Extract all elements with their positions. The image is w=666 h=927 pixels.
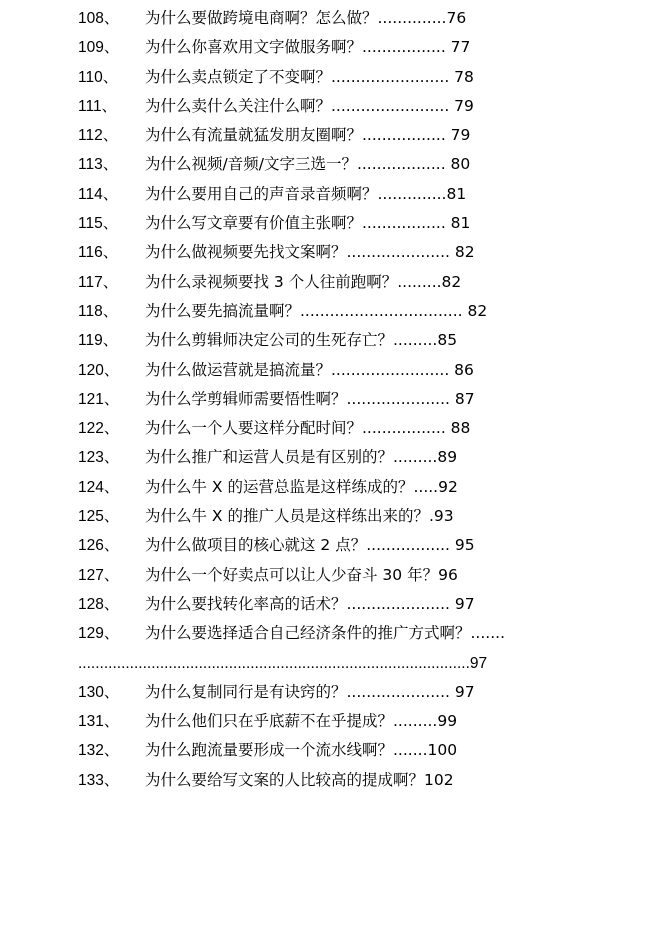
toc-entry-number: 116、: [78, 244, 119, 262]
toc-entry-title: 为什么剪辑师决定公司的生死存亡？.........85: [145, 331, 458, 350]
toc-entry-title: 为什么跑流量要形成一个流水线啊？.......100: [145, 741, 458, 760]
toc-entry-number: 112、: [78, 127, 119, 145]
toc-entry-title: 为什么牛 X 的推广人员是这样练出来的？.93: [145, 507, 454, 526]
toc-entry-title: 为什么你喜欢用文字做服务啊？................. 77: [145, 38, 471, 57]
toc-entry-title: 为什么推广和运营人员是有区别的？.........89: [145, 448, 458, 467]
toc-entry-continuation: ...........................................................................................97: [78, 654, 488, 672]
toc-entry-title: 为什么写文章要有价值主张啊？................. 81: [145, 214, 471, 233]
toc-entry[interactable]: [0, 561, 666, 590]
toc-entry-number: 126、: [78, 537, 120, 555]
toc-entry-number: 110、: [78, 68, 119, 86]
toc-entry-title: 为什么做视频要先找文案啊？..................... 82: [145, 243, 475, 262]
toc-entry-title: 为什么牛 X 的运营总监是这样练成的？.....92: [145, 477, 458, 496]
toc-entry-title: 为什么要选择适合自己经济条件的推广方式啊？.......: [145, 624, 505, 643]
toc-entry[interactable]: [0, 531, 666, 560]
toc-entry-title: 为什么卖什么关注什么啊？........................ 79: [145, 96, 474, 115]
toc-entry-title: 为什么要先搞流量啊？................................. 82: [145, 301, 488, 320]
toc-entry-number: 127、: [78, 566, 120, 584]
toc-entry-number: 120、: [78, 361, 120, 379]
toc-entry[interactable]: [0, 4, 666, 33]
toc-entry-title: 为什么一个人要这样分配时间？................. 88: [145, 419, 471, 438]
toc-entry[interactable]: [0, 443, 666, 472]
toc-entry-number: 111、: [78, 97, 118, 115]
toc-entry-title: 为什么一个好卖点可以让人少奋斗 30 年？96: [145, 565, 458, 584]
toc-entry-number: 133、: [78, 771, 120, 789]
toc-entry-title: 为什么视频/音频/文字三选一？.................. 80: [145, 155, 471, 174]
toc-entry-title: 为什么要找转化率高的话术？..................... 97: [145, 594, 475, 613]
toc-entry-number: 117、: [78, 273, 119, 291]
toc-entry[interactable]: [0, 180, 666, 209]
toc-entry[interactable]: [0, 326, 666, 355]
toc-entry[interactable]: [0, 736, 666, 765]
toc-entry-title: 为什么录视频要找 3 个人往前跑啊？.........82: [145, 272, 462, 291]
toc-entry[interactable]: [0, 63, 666, 92]
toc-entry-title: 为什么要做跨境电商啊？怎么做？..............76: [145, 9, 467, 27]
toc-entry-title: 为什么做项目的核心就这 2 点？................. 95: [145, 536, 475, 555]
toc-entry[interactable]: [0, 92, 666, 121]
toc-entry-title: 为什么做运营就是搞流量？........................ 86: [145, 360, 474, 379]
toc-entry[interactable]: [0, 707, 666, 736]
toc-entry-number: 124、: [78, 478, 120, 496]
toc-entry-number: 132、: [78, 742, 120, 760]
toc-entry-number: 129、: [78, 625, 120, 643]
toc-entry-number: 125、: [78, 508, 120, 526]
toc-entry-number: 115、: [78, 215, 119, 233]
toc-entry[interactable]: [0, 209, 666, 238]
toc-entry[interactable]: [0, 385, 666, 414]
toc-entry[interactable]: [0, 268, 666, 297]
toc-entry-title: 为什么要用自己的声音录音频啊？..............81: [145, 184, 467, 203]
toc-entry[interactable]: [0, 414, 666, 443]
toc-entry-title: 为什么有流量就猛发朋友圈啊？................. 79: [145, 126, 471, 145]
toc-entry[interactable]: [0, 297, 666, 326]
toc-entry[interactable]: [0, 356, 666, 385]
toc-entry[interactable]: [0, 766, 666, 795]
toc-entry-number: 130、: [78, 683, 120, 701]
toc-entry[interactable]: [0, 678, 666, 707]
toc-entry-title: 为什么复制同行是有诀窍的？..................... 97: [145, 682, 475, 701]
toc-entry[interactable]: [0, 150, 666, 179]
toc-entry[interactable]: [0, 33, 666, 62]
toc-entry-number: 109、: [78, 39, 120, 57]
toc-entry[interactable]: [0, 649, 666, 678]
toc-entry-title: 为什么卖点锁定了不变啊？........................ 78: [145, 67, 474, 86]
toc-entry-number: 122、: [78, 420, 120, 438]
toc-entry[interactable]: [0, 238, 666, 267]
toc-entry-number: 123、: [78, 449, 120, 467]
toc-entry[interactable]: [0, 502, 666, 531]
toc-entry-number: 128、: [78, 595, 120, 613]
toc-entry[interactable]: [0, 619, 666, 648]
toc-entry-number: 119、: [78, 332, 119, 350]
toc-entry-number: 121、: [78, 390, 120, 408]
toc-entry-number: 118、: [78, 302, 119, 320]
table-of-contents: [0, 4, 666, 795]
toc-entry[interactable]: [0, 590, 666, 619]
toc-entry-number: 114、: [78, 185, 119, 203]
toc-entry-number: 131、: [78, 713, 120, 731]
toc-entry-number: 113、: [78, 156, 119, 174]
toc-entry[interactable]: [0, 473, 666, 502]
toc-entry-title: 为什么他们只在乎底薪不在乎提成？.........99: [145, 712, 458, 731]
toc-entry-number: 108、: [78, 10, 120, 27]
toc-entry-title: 为什么要给写文案的人比较高的提成啊？102: [145, 770, 454, 789]
toc-entry-title: 为什么学剪辑师需要悟性啊？..................... 87: [145, 389, 475, 408]
toc-entry[interactable]: [0, 121, 666, 150]
